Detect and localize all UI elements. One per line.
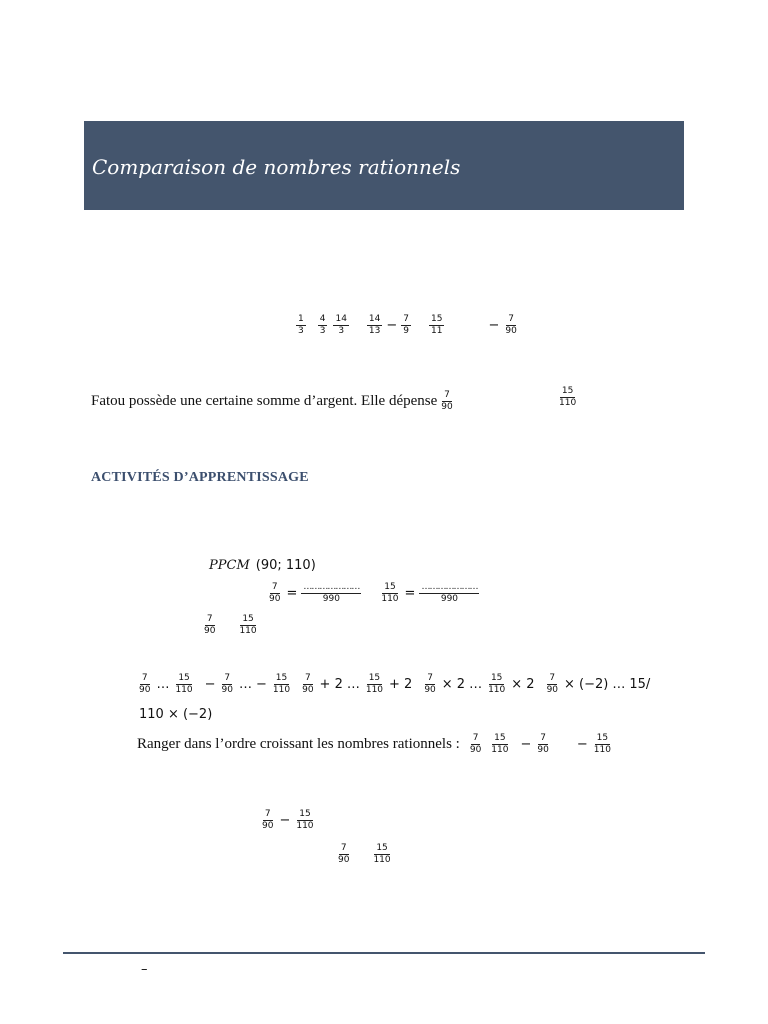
fraction: $\frac{7}{90}$ (302, 673, 314, 695)
fraction: $\frac{7}{90}$ (505, 314, 517, 336)
minus-sign: − (520, 737, 532, 752)
fraction: $\frac{7}{90}$ (262, 809, 274, 831)
fraction: $\frac{15}{110}$ (272, 673, 291, 695)
fraction: $\frac{15}{110}$ (175, 673, 193, 695)
minus-sign: − (488, 318, 500, 333)
problem-text: Fatou possède une certaine somme d’argent. Elle dépense (91, 393, 438, 409)
equivalent-fraction-equations (265, 582, 481, 605)
blank-dots: … (156, 677, 170, 692)
comparison-line (135, 673, 652, 696)
difference-expression (258, 809, 318, 832)
ppcm-args: (90; 110) (255, 558, 316, 573)
fractions-list (294, 314, 521, 337)
fraction: $\frac{7}{90}$ (204, 614, 216, 636)
minus-sign: − (576, 737, 588, 752)
fraction: $\frac{7}{90}$ (139, 673, 151, 695)
fraction: $\frac{15}{11}$ (431, 314, 443, 336)
fraction-inline-start: 15/ (629, 677, 651, 692)
fraction: $\frac{7}{9}$ (403, 314, 410, 336)
footer-dash: – (141, 962, 148, 977)
plus-two: + 2 (389, 677, 413, 692)
fraction: $\frac{4}{3}$ (319, 314, 326, 336)
fraction: $\frac{15}{110}$ (491, 733, 509, 755)
blank-dots: … (612, 677, 626, 692)
fraction: $\frac{15}{110}$ (296, 809, 314, 831)
fraction: $\frac{7}{90}$ (338, 843, 350, 865)
blank-dots: … (469, 677, 483, 692)
fraction: $\frac{7}{90}$ (221, 673, 233, 695)
minus-sign: − (279, 813, 291, 828)
fraction: $\frac{15}{110}$ (593, 733, 611, 755)
times-minus-two: × (−2) (564, 677, 609, 692)
problem-statement (91, 390, 457, 413)
times-two: × 2 (511, 677, 535, 692)
equals-sign: = (286, 586, 298, 601)
fraction: $\frac{15}{110}$ (559, 386, 577, 408)
footer-rule (63, 952, 705, 954)
fraction: $\frac{15}{110}$ (488, 673, 506, 695)
fraction: $\frac{7}{90}$ (441, 390, 453, 412)
fraction: $\frac{15}{110}$ (373, 843, 391, 865)
ppcm-label: PPCM (209, 558, 250, 573)
fraction-blank: $\frac{\dots\dots\dots\dots\dots\dots\dots}{990}$ (303, 582, 360, 604)
fraction: $\frac{7}{90}$ (269, 582, 281, 604)
fraction: $\frac{7}{90}$ (469, 733, 482, 755)
fraction-blank: $\frac{\dots\dots\dots\dots\dots\dots\dots}{990}$ (421, 582, 478, 604)
comparison-line-continued: 110 × (−2) (139, 707, 213, 722)
title-banner (84, 121, 684, 210)
fraction-pair (200, 614, 261, 637)
fraction: $\frac{15}{110}$ (381, 582, 399, 604)
plus-two: + 2 (319, 677, 343, 692)
fraction: $\frac{14}{3}$ (335, 314, 347, 336)
minus-sign: − (386, 318, 398, 333)
minus-sign: − (204, 677, 216, 692)
page-title: Comparaison de nombres rationnels (92, 155, 461, 179)
minus-sign: − (256, 677, 267, 692)
blank-dots: … (346, 677, 360, 692)
ppcm-expression (209, 556, 318, 574)
fraction: $\frac{1}{3}$ (298, 314, 304, 336)
fraction: $\frac{7}{90}$ (546, 673, 559, 695)
blank-dots: … (239, 677, 252, 692)
equals-sign: = (404, 586, 416, 601)
fraction: $\frac{7}{90}$ (424, 673, 436, 695)
fraction: $\frac{15}{110}$ (365, 673, 384, 695)
fraction: $\frac{7}{90}$ (537, 733, 549, 755)
fraction: $\frac{15}{110}$ (239, 614, 257, 636)
fraction: $\frac{14}{13}$ (368, 314, 381, 336)
times-two: × 2 (441, 677, 466, 692)
ordering-text: Ranger dans l’ordre croissant les nombres rationnels : (137, 736, 460, 752)
section-heading: ACTIVITÉS D’APPRENTISSAGE (91, 470, 309, 485)
ordering-instruction (137, 733, 615, 756)
fraction-pair (334, 843, 395, 866)
